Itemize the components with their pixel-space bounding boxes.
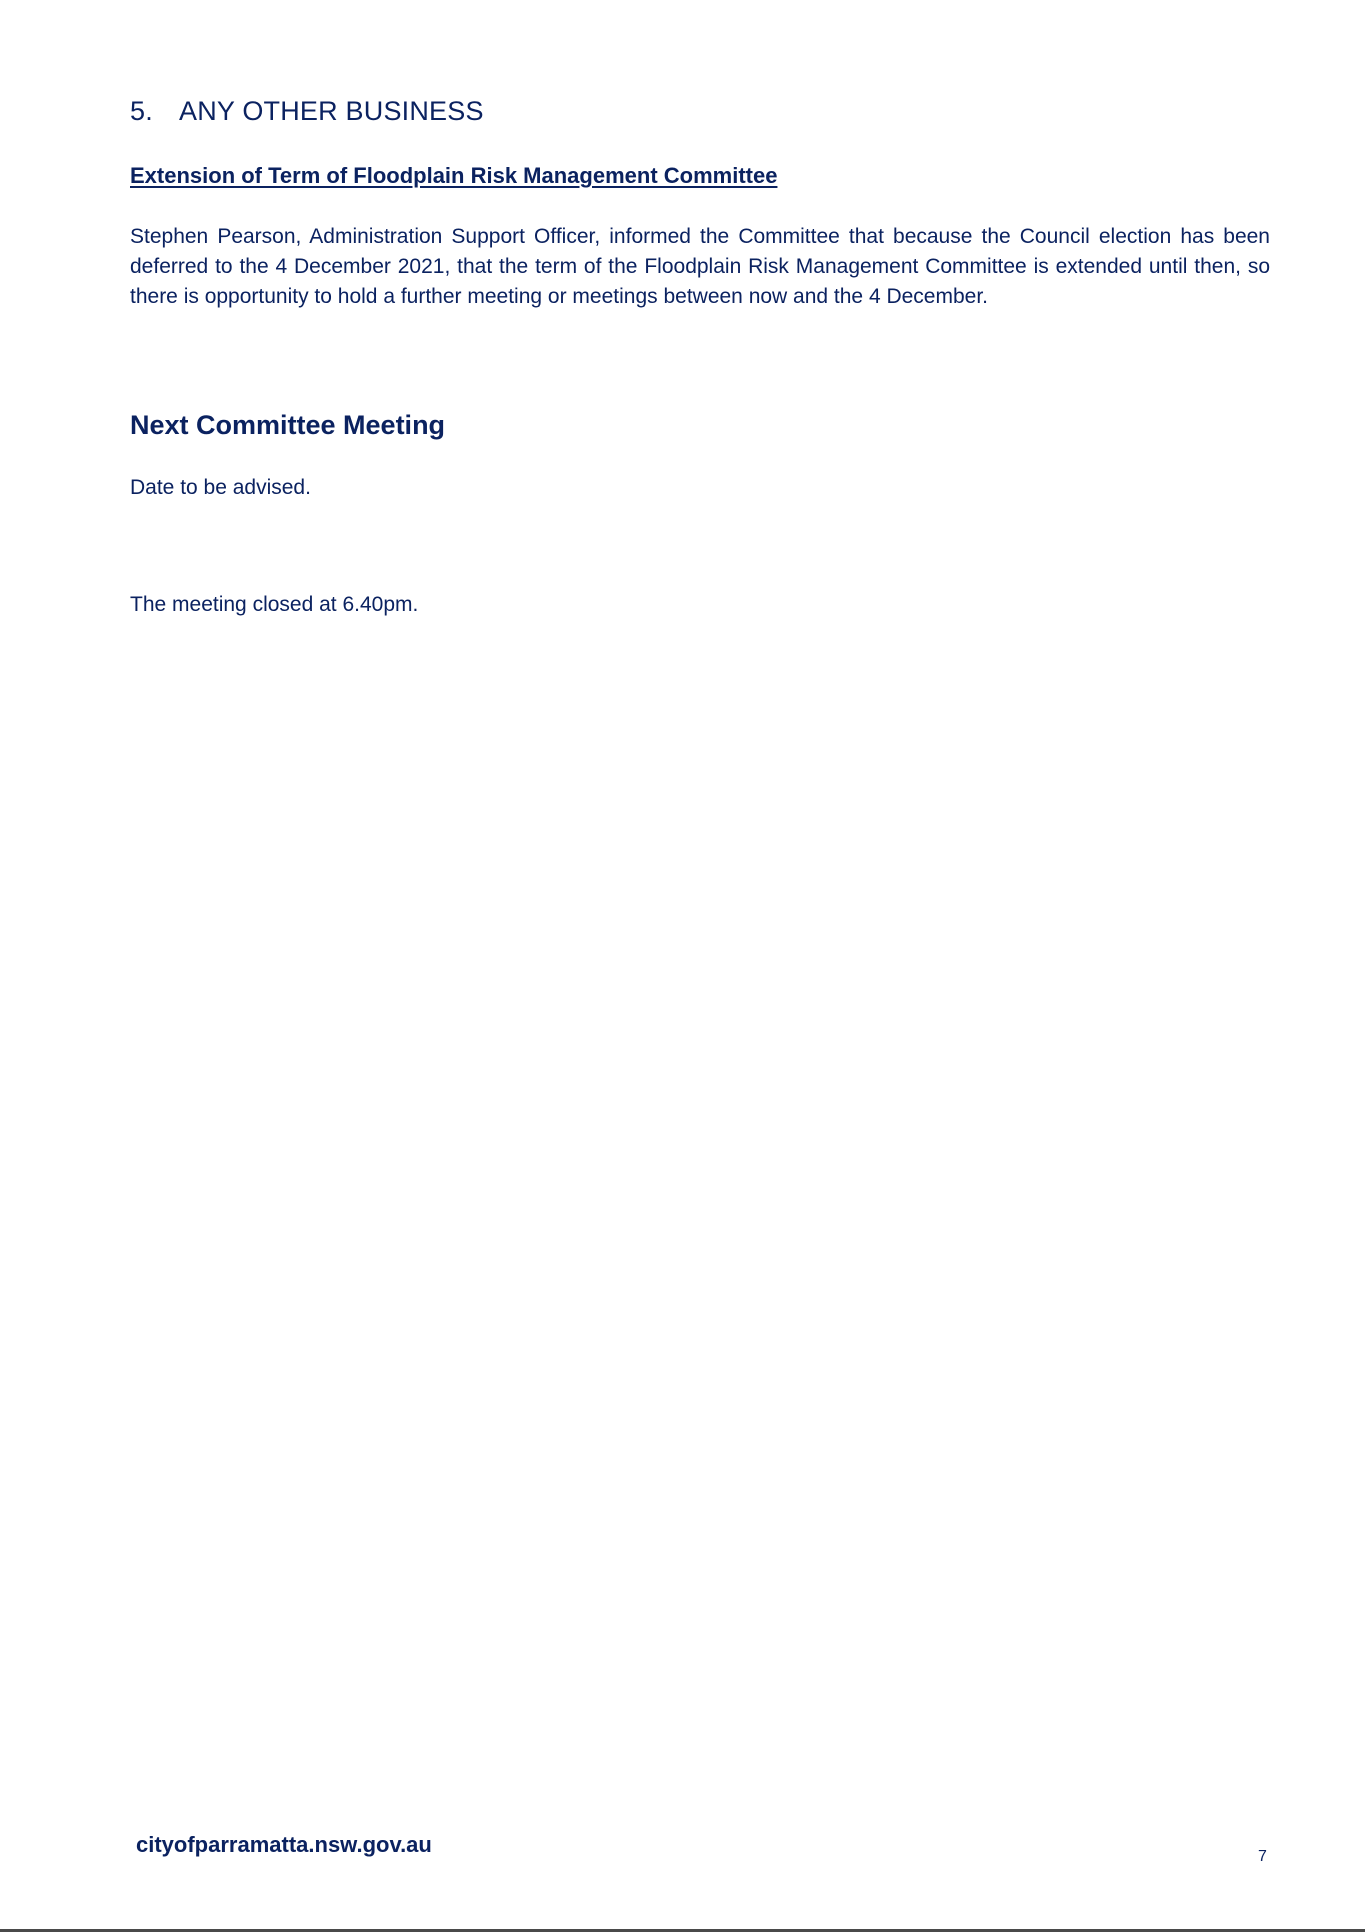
next-meeting-heading: Next Committee Meeting xyxy=(130,410,446,440)
section-number: 5. xyxy=(130,96,153,126)
page-number: 7 xyxy=(1258,1848,1267,1865)
footer-website-url: cityofparramatta.nsw.gov.au xyxy=(136,1832,432,1857)
meeting-closed-text: The meeting closed at 6.40pm. xyxy=(130,593,419,616)
item-body-paragraph: Stephen Pearson, Administration Support Officer, informed the Committee that because the Council election has been deferred to the 4 December 2021, that the term of the Floodplain Risk Management Committee is extended until then, so there is opportunity to hold a further meeting or meetings between now and the 4 December. xyxy=(130,225,1270,308)
section-title: ANY OTHER BUSINESS xyxy=(179,96,484,126)
section-heading xyxy=(130,96,484,127)
item-heading: Extension of Term of Floodplain Risk Management Committee xyxy=(130,163,778,188)
next-meeting-date: Date to be advised. xyxy=(130,476,311,499)
